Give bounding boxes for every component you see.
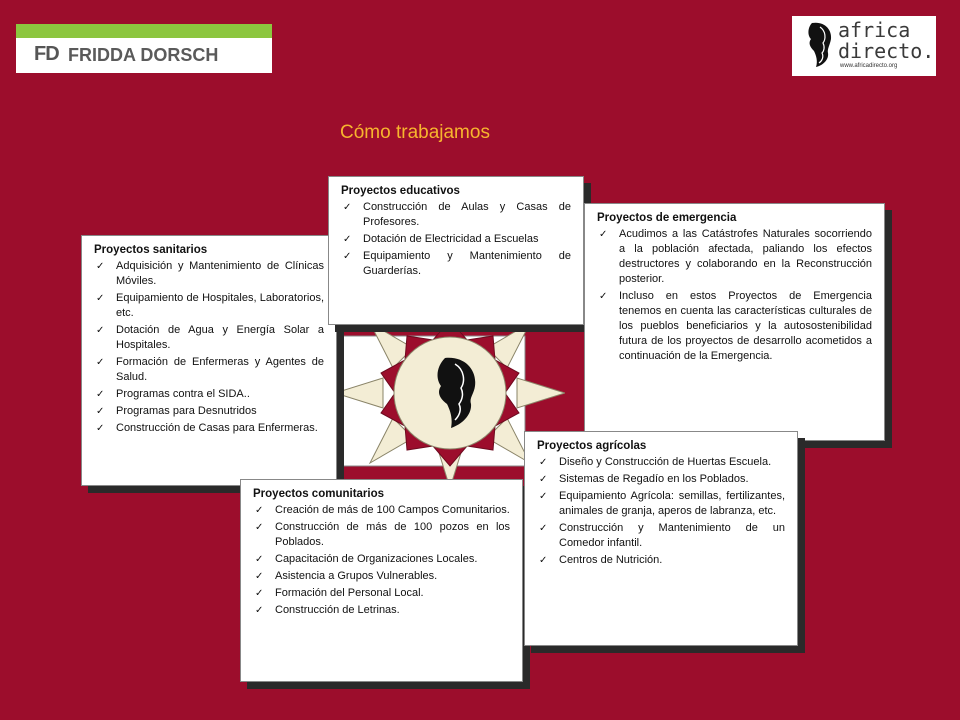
list-item: ✓ Centros de Nutrición. (537, 553, 785, 568)
list-item: ✓ Equipamiento de Hospitales, Laboratorios, etc. (94, 291, 324, 321)
logo-mark: FD (34, 43, 59, 65)
logo-line2: directo. (838, 39, 935, 63)
list-item: ✓ Creación de más de 100 Campos Comunitarios. (253, 503, 510, 518)
list-item: ✓ Dotación de Agua y Energía Solar a Hospitales. (94, 323, 324, 353)
list-item: ✓ Construcción de Casas para Enfermeras. (94, 421, 324, 436)
page-title: Cómo trabajamos (340, 122, 490, 143)
box-title: Proyectos comunitarios (253, 488, 385, 500)
logo-line1: africa (838, 18, 911, 42)
bullet-list (341, 200, 571, 279)
list-item: ✓ Asistencia a Grupos Vulnerables. (253, 569, 510, 584)
list-item: ✓ Diseño y Construcción de Huertas Escuela. (537, 455, 785, 470)
logo-name: FRIDDA DORSCH (68, 45, 219, 65)
face-profile-icon (804, 21, 834, 69)
bullet-list (537, 455, 785, 568)
box-proyectos-agricolas (524, 431, 798, 646)
list-item: ✓ Dotación de Electricidad a Escuelas (341, 232, 571, 247)
box-title: Proyectos educativos (341, 185, 460, 197)
logo-green-bar (16, 24, 272, 38)
box-proyectos-educativos (328, 176, 584, 325)
list-item: ✓ Construcción de más de 100 pozos en los Poblados. (253, 520, 510, 550)
box-proyectos-emergencia (584, 203, 885, 441)
list-item: ✓ Sistemas de Regadío en los Poblados. (537, 472, 785, 487)
list-item: ✓ Formación del Personal Local. (253, 586, 510, 601)
list-item: ✓ Programas para Desnutridos (94, 404, 324, 419)
list-item: ✓ Equipamiento y Mantenimiento de Guarderías. (341, 249, 571, 279)
list-item: ✓ Adquisición y Mantenimiento de Clínicas Móviles. (94, 259, 324, 289)
logo-url: www.africadirecto.org (840, 63, 898, 69)
list-item: ✓ Incluso en estos Proyectos de Emergencia tenemos en cuenta las características culturales de los pueblos beneficiarios y la autosostenibilidad futura de los proyectos de desarrollo acometidos a continuación de la Emergencia. (597, 289, 872, 364)
list-item: ✓ Capacitación de Organizaciones Locales. (253, 552, 510, 567)
list-item: ✓ Construcción y Mantenimiento de un Comedor infantil. (537, 521, 785, 551)
box-proyectos-comunitarios (240, 479, 523, 682)
box-proyectos-sanitarios (81, 235, 337, 486)
fridda-dorsch-logo (16, 24, 272, 73)
list-item: ✓ Construcción de Letrinas. (253, 603, 510, 618)
list-item: ✓ Acudimos a las Catástrofes Naturales socorriendo a la población afectada, paliando los efectos destructores y colaborando en la Reconstrucción posterior. (597, 227, 872, 287)
bullet-list (597, 227, 872, 364)
box-title: Proyectos de emergencia (597, 212, 737, 224)
list-item: ✓ Equipamiento Agrícola: semillas, fertilizantes, animales de granja, aperos de labranza, etc. (537, 489, 785, 519)
box-title: Proyectos agrícolas (537, 440, 647, 452)
list-item: ✓ Programas contra el SIDA.. (94, 387, 324, 402)
bullet-list (94, 259, 324, 436)
list-item: ✓ Construcción de Aulas y Casas de Profesores. (341, 200, 571, 230)
africa-directo-logo (792, 16, 936, 76)
list-item: ✓ Formación de Enfermeras y Agentes de Salud. (94, 355, 324, 385)
box-title: Proyectos sanitarios (94, 244, 208, 256)
bullet-list (253, 503, 510, 618)
